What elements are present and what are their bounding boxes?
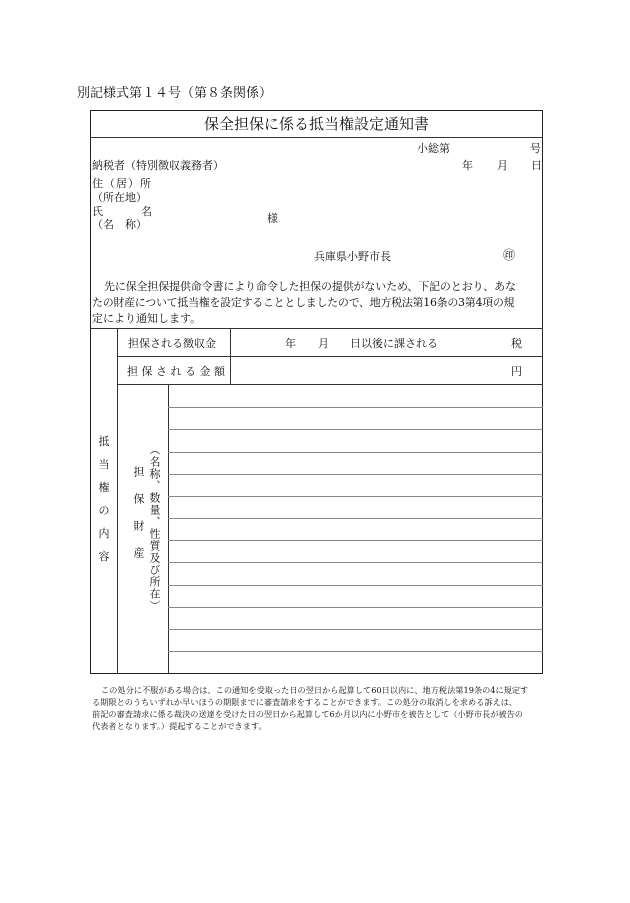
ruled-line xyxy=(168,540,543,541)
body-text-line-2: たの財産について抵当権を設定することとしましたので、地方税法第16条の3第4項の規 xyxy=(92,296,515,309)
ruled-line xyxy=(168,562,543,563)
ruled-line xyxy=(168,474,543,475)
ruled-line xyxy=(168,407,543,408)
ruled-line xyxy=(168,607,543,608)
row2-label: 担 保 さ れ る 金 額 xyxy=(127,365,225,378)
form-number-header: 別記様式第１４号（第８条関係） xyxy=(77,86,273,101)
name-sub-label: （名 称） xyxy=(92,218,147,231)
doc-number-prefix: 小総第 xyxy=(417,142,450,155)
footnote-line-1: この処分に不服がある場合は、この通知を受取った日の翌日から起算して60日以内に、地方税法第19条の4に規定す xyxy=(101,685,529,695)
name-label-1: 氏 xyxy=(92,205,103,218)
ruled-line xyxy=(168,629,543,630)
row-divider-1 xyxy=(117,356,543,357)
section-column-divider xyxy=(117,328,118,674)
address-sub-label: （所在地） xyxy=(92,191,147,204)
title-divider xyxy=(90,137,543,138)
date-month: 月 xyxy=(497,159,508,172)
issuer-name: 兵庫県小野市長 xyxy=(314,250,391,263)
row1-tax-suffix: 税 xyxy=(511,337,522,350)
ruled-line xyxy=(168,518,543,519)
property-label-main: 担保財産 xyxy=(132,466,145,574)
date-day: 日 xyxy=(531,159,542,172)
row1-label: 担保される徴収金 xyxy=(128,337,216,350)
date-year: 年 xyxy=(462,159,473,172)
row1-text: 日以後に課される xyxy=(350,337,438,350)
row1-month: 月 xyxy=(318,337,329,350)
footnote-line-4: 代表者となります。）提起することができます。 xyxy=(92,721,267,731)
ruled-line xyxy=(168,496,543,497)
doc-number-suffix: 号 xyxy=(530,142,541,155)
body-text-line-3: 定により通知します。 xyxy=(92,312,202,325)
property-label-paren: （名称、数量、性質及び所在） xyxy=(148,444,161,612)
row2-yen-suffix: 円 xyxy=(511,365,522,378)
row-divider-2 xyxy=(117,384,543,385)
honorific-sama: 様 xyxy=(267,212,278,225)
ruled-line xyxy=(168,585,543,586)
ruled-line xyxy=(168,429,543,430)
taxpayer-label: 納税者（特別徴収義務者） xyxy=(92,159,224,172)
name-label-2: 名 xyxy=(141,205,152,218)
seal-mark: ㊞ xyxy=(503,248,516,262)
address-label: 住（居）所 xyxy=(92,177,152,190)
row1-year: 年 xyxy=(285,337,296,350)
ruled-line xyxy=(168,651,543,652)
table-top-border xyxy=(90,328,543,329)
footnote-line-3: 前記の審査請求に係る裁決の送達を受けた日の翌日から起算して6か月以内に小野市を被告として（小野市長が被告の xyxy=(92,709,523,719)
ruled-line xyxy=(168,452,543,453)
footnote-line-2: る期限とのうちいずれか早いほうの期限までに審査請求をすることができます。この処分の取消しを求める訴えは、 xyxy=(92,697,518,707)
section-label-vertical: 抵当権の内容 xyxy=(98,435,110,563)
property-column-divider xyxy=(168,384,169,674)
body-text-line-1: 先に保全担保提供命令書により命令した担保の提供がないため、下記のとおり、あな xyxy=(104,280,516,293)
form-title: 保全担保に係る抵当権設定通知書 xyxy=(203,115,429,133)
